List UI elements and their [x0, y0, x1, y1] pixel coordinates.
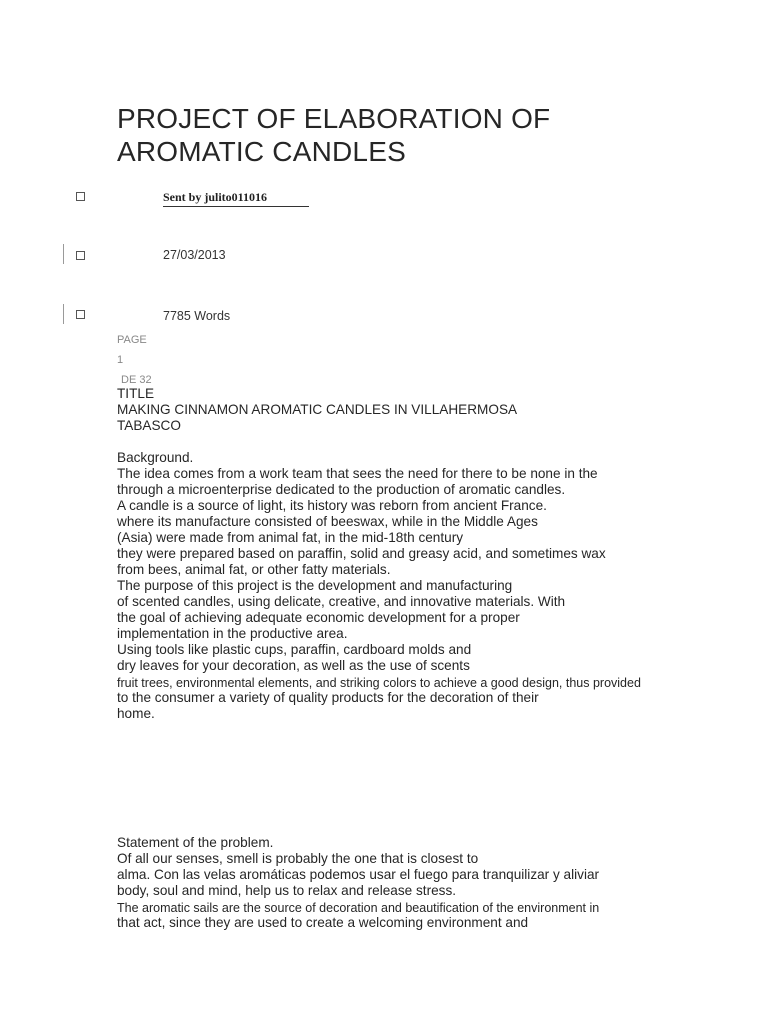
- background-line: where its manufacture consisted of beeswax, while in the Middle Ages: [117, 514, 538, 529]
- background-line: (Asia) were made from animal fat, in the mid-18th century: [117, 530, 464, 545]
- background-line: A candle is a source of light, its history was reborn from ancient France.: [117, 498, 547, 513]
- background-line: Background.: [117, 450, 194, 465]
- background-line: The purpose of this project is the development and manufacturing: [117, 578, 513, 593]
- document-title: [117, 102, 550, 168]
- background-line: the goal of achieving adequate economic development for a proper: [117, 610, 520, 625]
- background-line: through a microenterprise dedicated to the production of aromatic candles.: [117, 482, 566, 497]
- problem-line: alma. Con las velas aromáticas podemos usar el fuego para tranquilizar y aliviar: [117, 867, 600, 882]
- problem-line: Statement of the problem.: [117, 835, 274, 850]
- document-title-line-2: AROMATIC CANDLES: [117, 136, 406, 167]
- meta-divider: [63, 304, 64, 324]
- problem-line: that act, since they are used to create a welcoming environment and: [117, 915, 529, 930]
- background-line: implementation in the productive area.: [117, 626, 348, 641]
- problem-line: body, soul and mind, help us to relax and release stress.: [117, 883, 457, 898]
- background-line: to the consumer a variety of quality products for the decoration of their: [117, 690, 539, 705]
- background-line: dry leaves for your decoration, as well as the use of scents: [117, 658, 470, 673]
- background-line: home.: [117, 706, 155, 721]
- word-count: 7785 Words: [163, 309, 231, 323]
- meta-divider: [63, 244, 64, 264]
- page-label: PAGE: [117, 334, 147, 346]
- background-line: Using tools like plastic cups, paraffin, cardboard molds and: [117, 642, 472, 657]
- body-title-line-2: TABASCO: [117, 418, 181, 433]
- background-line: fruit trees, environmental elements, and striking colors to achieve a good design, thus provided: [117, 676, 641, 690]
- problem-line: The aromatic sails are the source of decoration and beautification of the environment in: [117, 901, 600, 915]
- user-icon: [76, 192, 85, 201]
- body-title-label: TITLE: [117, 386, 155, 401]
- calendar-icon: [76, 251, 85, 260]
- page-total: DE 32: [121, 374, 152, 386]
- document-date: 27/03/2013: [163, 248, 226, 262]
- body-title-line-1: MAKING CINNAMON AROMATIC CANDLES IN VILLAHERMOSA: [117, 402, 518, 417]
- background-line: they were prepared based on paraffin, solid and greasy acid, and sometimes wax: [117, 546, 606, 561]
- background-line: from bees, animal fat, or other fatty materials.: [117, 562, 391, 577]
- page-current: 1: [117, 354, 124, 366]
- document-icon: [76, 310, 85, 319]
- sender-link[interactable]: Sent by julito011016: [163, 190, 309, 207]
- problem-line: Of all our senses, smell is probably the one that is closest to: [117, 851, 479, 866]
- document-title-line-1: PROJECT OF ELABORATION OF: [117, 103, 551, 134]
- background-line: The idea comes from a work team that sees the need for there to be none in the: [117, 466, 598, 481]
- background-line: of scented candles, using delicate, creative, and innovative materials. With: [117, 594, 566, 609]
